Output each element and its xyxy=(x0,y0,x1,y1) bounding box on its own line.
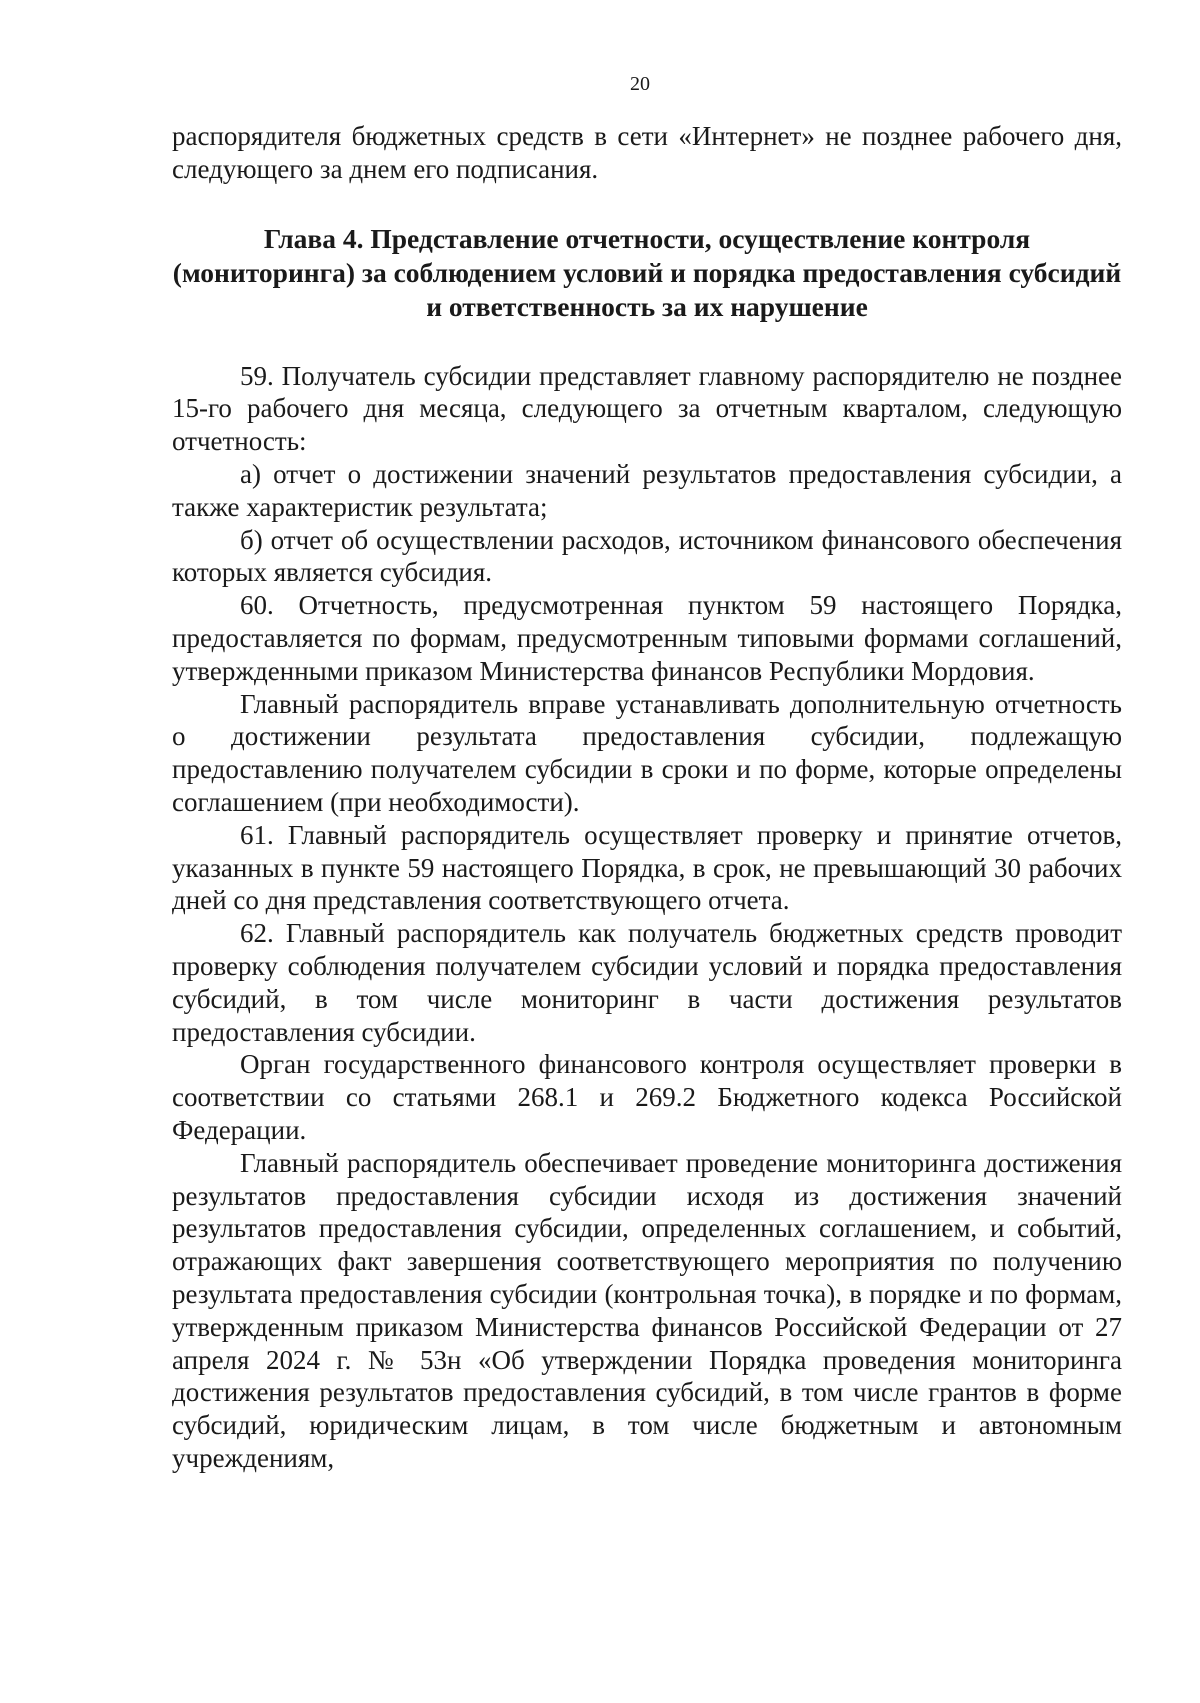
paragraph-60: 60. Отчетность, предусмотренная пунктом 59 настоящего Порядка, предоставляется по формам, предусмотренным типовыми формами соглашений, утвержденными приказом Министерства финансов Республики Мордовия. xyxy=(172,590,1122,686)
paragraph-62: 62. Главный распорядитель как получатель бюджетных средств проводит проверку соблюдения получателем субсидии условий и порядка предоставления субсидий, в том числе мониторинг в части достижения результатов предоставления субсидии. xyxy=(172,918,1122,1047)
paragraph-62-monitoring: Главный распорядитель обеспечивает проведение мониторинга достижения результатов предоставления субсидии исходя из достижения значений результатов предоставления субсидии, определенных соглашением, и событий, отражающих факт завершения соответствующего мероприятия по получению результата предоставления субсидии (контрольная точка), в порядке и по формам, утвержденным приказом Министерства финансов Российской Федерации от 27 апреля 2024 г. № 53н «Об утверждении Порядка проведения мониторинга достижения результатов предоставления субсидий, в том числе грантов в форме субсидий, юридическим лицам, в том числе бюджетным и автономным учреждениям, xyxy=(172,1147,1122,1473)
subparagraph-a: а) отчет о достижении значений результатов предоставления субсидии, а также характеристик результата; xyxy=(172,458,1122,522)
document-body xyxy=(172,120,1122,1475)
intro-paragraph: распорядителя бюджетных средств в сети «Интернет» не позднее рабочего дня, следующего за днем его подписания. xyxy=(172,121,1122,184)
paragraph-59: 59. Получатель субсидии представляет главному распорядителю не позднее 15-го рабочего дня месяца, следующего за отчетным кварталом, следующую отчетность: xyxy=(172,360,1122,457)
paragraph-62-control-body: Орган государственного финансового контроля осуществляет проверки в соответствии со статьями 268.1 и 269.2 Бюджетного кодекса Российской Федерации. xyxy=(172,1049,1122,1145)
subparagraph-b: б) отчет об осуществлении расходов, источником финансового обеспечения которых является субсидия. xyxy=(172,524,1122,588)
paragraph-61: 61. Главный распорядитель осуществляет проверку и принятие отчетов, указанных в пункте 59 настоящего Порядка, в срок, не превышающий 30 рабочих дней со дня представления соответствующего отчета. xyxy=(172,819,1122,916)
chapter-heading: Глава 4. Представление отчетности, осуществление контроля (мониторинга) за соблюдением условий и порядка предоставления субсидий и ответственность за их нарушение xyxy=(172,222,1122,322)
page-number: 20 xyxy=(630,73,650,95)
paragraph-60-additional: Главный распорядитель вправе устанавливать дополнительную отчетность о достижении результата предоставления субсидии, подлежащую предоставлению получателем субсидии в сроки и по форме, которые определены соглашением (при необходимости). xyxy=(172,688,1122,817)
